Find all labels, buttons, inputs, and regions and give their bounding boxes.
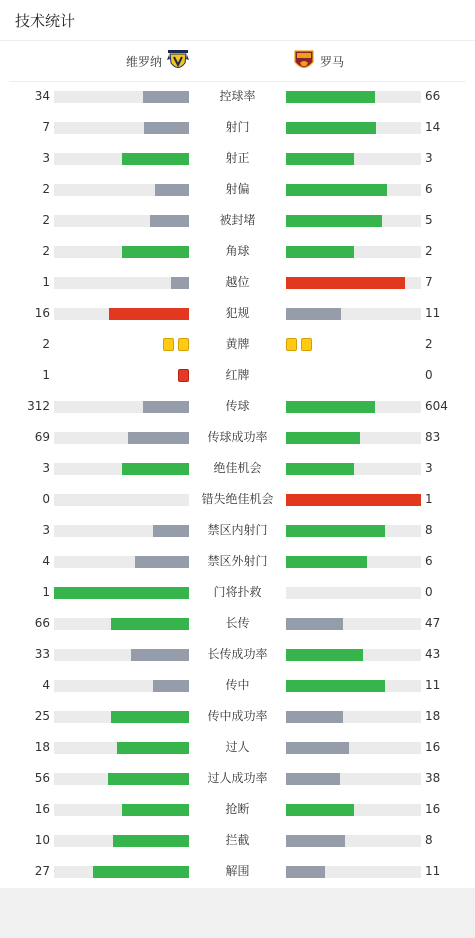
away-stat-bar-fill bbox=[286, 432, 360, 444]
away-stat-value: 0 bbox=[425, 368, 433, 382]
away-stat-bar bbox=[286, 463, 421, 475]
away-team-name: 罗马 bbox=[320, 54, 345, 69]
away-stat-value: 8 bbox=[425, 523, 433, 537]
home-stat-bar bbox=[54, 835, 189, 847]
home-stat-value: 3 bbox=[42, 151, 50, 165]
away-stat-value: 47 bbox=[425, 616, 441, 630]
home-stat-bar-fill bbox=[144, 122, 189, 134]
home-stat-bar bbox=[54, 153, 189, 165]
away-team-header[interactable] bbox=[292, 49, 344, 73]
home-stat-bar-fill bbox=[122, 463, 190, 475]
away-stat-bar bbox=[286, 835, 421, 847]
home-stat-bar-fill bbox=[153, 680, 189, 692]
away-stat-value: 5 bbox=[425, 213, 433, 227]
away-stat-bar bbox=[286, 494, 421, 506]
away-stat-value: 2 bbox=[425, 337, 433, 351]
stat-label: 传球成功率 bbox=[207, 430, 268, 444]
away-stat-bar-fill bbox=[286, 184, 387, 196]
stat-label: 越位 bbox=[225, 275, 250, 289]
yellow-card-icon bbox=[178, 338, 189, 351]
stat-row bbox=[0, 608, 475, 639]
away-stat-bar-fill bbox=[286, 246, 354, 258]
stat-label: 错失绝佳机会 bbox=[201, 492, 274, 506]
home-stat-value: 7 bbox=[42, 120, 50, 134]
away-stat-value: 604 bbox=[425, 399, 448, 413]
away-stat-bar-fill bbox=[286, 308, 341, 320]
stat-row bbox=[0, 205, 475, 236]
stat-label: 门将扑救 bbox=[213, 585, 262, 599]
stat-label: 传球 bbox=[225, 399, 250, 413]
away-stat-bar bbox=[286, 866, 421, 878]
away-stat-bar-fill bbox=[286, 463, 354, 475]
stat-row bbox=[0, 267, 475, 298]
stat-row bbox=[0, 174, 475, 205]
stat-label: 过人成功率 bbox=[207, 771, 268, 785]
away-stat-value: 6 bbox=[425, 182, 433, 196]
away-stat-bar bbox=[286, 556, 421, 568]
stat-label: 犯规 bbox=[225, 306, 250, 320]
home-stat-bar-fill bbox=[153, 525, 189, 537]
home-stat-bar bbox=[54, 804, 189, 816]
home-stat-value: 3 bbox=[42, 461, 50, 475]
home-stat-value: 1 bbox=[42, 585, 50, 599]
away-stat-value: 2 bbox=[425, 244, 433, 258]
home-stat-bar bbox=[54, 401, 189, 413]
home-stat-bar bbox=[54, 184, 189, 196]
away-stat-value: 38 bbox=[425, 771, 441, 785]
home-stat-bar-fill bbox=[54, 587, 189, 599]
stat-row bbox=[0, 143, 475, 174]
away-stat-bar bbox=[286, 773, 421, 785]
away-stat-value: 0 bbox=[425, 585, 433, 599]
stat-row bbox=[0, 329, 475, 360]
stat-row bbox=[0, 112, 475, 143]
away-stat-bar bbox=[286, 742, 421, 754]
away-stat-value: 6 bbox=[425, 554, 433, 568]
stat-row bbox=[0, 453, 475, 484]
away-stat-value: 18 bbox=[425, 709, 441, 723]
yellow-card-icon bbox=[286, 338, 297, 351]
home-stat-bar-fill bbox=[131, 649, 189, 661]
away-stat-value: 16 bbox=[425, 740, 441, 754]
stat-label: 抢断 bbox=[225, 802, 250, 816]
away-stat-bar-fill bbox=[286, 122, 376, 134]
home-stat-bar-fill bbox=[109, 308, 189, 320]
away-stat-value: 16 bbox=[425, 802, 441, 816]
away-stat-value: 11 bbox=[425, 306, 441, 320]
stat-row bbox=[0, 546, 475, 577]
away-stat-value: 11 bbox=[425, 864, 441, 878]
home-stat-bar-fill bbox=[150, 215, 189, 227]
stat-row bbox=[0, 81, 475, 112]
home-stat-bar bbox=[54, 773, 189, 785]
away-stat-bar-fill bbox=[286, 773, 340, 785]
away-stat-bar-fill bbox=[286, 215, 382, 227]
home-stat-value: 69 bbox=[34, 430, 50, 444]
stat-label: 角球 bbox=[225, 244, 250, 258]
stat-label: 禁区外射门 bbox=[207, 554, 268, 568]
stat-label: 过人 bbox=[225, 740, 250, 754]
home-stat-bar bbox=[54, 494, 189, 506]
away-stat-bar bbox=[286, 711, 421, 723]
stat-row bbox=[0, 701, 475, 732]
away-stat-bar-fill bbox=[286, 494, 421, 506]
home-team-name: 维罗纳 bbox=[125, 54, 162, 69]
home-stat-bar bbox=[54, 525, 189, 537]
away-stat-value: 66 bbox=[425, 89, 441, 103]
away-stat-bar-fill bbox=[286, 618, 343, 630]
away-stat-bar-fill bbox=[286, 525, 385, 537]
stat-row bbox=[0, 577, 475, 608]
home-stat-bar bbox=[54, 742, 189, 754]
home-stat-value: 2 bbox=[42, 213, 50, 227]
home-stat-value: 4 bbox=[42, 678, 50, 692]
away-stat-bar bbox=[286, 649, 421, 661]
stat-row bbox=[0, 856, 475, 887]
away-stat-value: 43 bbox=[425, 647, 441, 661]
away-stat-bar-fill bbox=[286, 742, 349, 754]
home-stat-bar bbox=[54, 277, 189, 289]
roma-crest-icon bbox=[292, 49, 316, 73]
stat-label: 长传成功率 bbox=[207, 647, 268, 661]
home-stat-value: 10 bbox=[34, 833, 50, 847]
home-stat-value: 312 bbox=[27, 399, 50, 413]
away-stat-bar bbox=[286, 184, 421, 196]
away-stat-bar bbox=[286, 587, 421, 599]
stat-label: 红牌 bbox=[225, 368, 250, 382]
home-stat-bar bbox=[54, 432, 189, 444]
home-stat-bar bbox=[54, 122, 189, 134]
home-stat-bar bbox=[54, 587, 189, 599]
stat-label: 传中 bbox=[225, 678, 250, 692]
away-stat-value: 8 bbox=[425, 833, 433, 847]
panel-title: 技术统计 bbox=[15, 12, 76, 30]
stat-row bbox=[0, 763, 475, 794]
away-stat-value: 14 bbox=[425, 120, 441, 134]
home-stat-value: 4 bbox=[42, 554, 50, 568]
home-stat-bar-fill bbox=[122, 246, 190, 258]
stat-row bbox=[0, 360, 475, 391]
home-stat-bar bbox=[54, 463, 189, 475]
home-stat-bar-fill bbox=[122, 804, 190, 816]
title-divider bbox=[0, 40, 475, 41]
stat-label: 射偏 bbox=[225, 182, 250, 196]
home-stat-value: 2 bbox=[42, 337, 50, 351]
home-stat-bar-fill bbox=[113, 835, 189, 847]
stat-label: 射门 bbox=[225, 120, 250, 134]
home-stat-bar bbox=[54, 649, 189, 661]
stat-row bbox=[0, 236, 475, 267]
away-stat-bar-fill bbox=[286, 153, 354, 165]
stat-label: 黄牌 bbox=[225, 337, 250, 351]
stat-row bbox=[0, 391, 475, 422]
home-stat-bar-fill bbox=[111, 618, 189, 630]
home-stat-value: 3 bbox=[42, 523, 50, 537]
away-stat-bar-fill bbox=[286, 649, 363, 661]
home-stat-value: 33 bbox=[34, 647, 50, 661]
home-stat-value: 1 bbox=[42, 368, 50, 382]
home-stat-value: 18 bbox=[34, 740, 50, 754]
away-stat-bar bbox=[286, 432, 421, 444]
away-stat-bar bbox=[286, 122, 421, 134]
stat-row bbox=[0, 298, 475, 329]
home-stat-bar-fill bbox=[155, 184, 189, 196]
home-stat-bar-fill bbox=[143, 401, 189, 413]
home-stat-value: 2 bbox=[42, 182, 50, 196]
stat-row bbox=[0, 825, 475, 856]
home-team-header[interactable] bbox=[126, 49, 190, 73]
home-stat-bar bbox=[54, 215, 189, 227]
home-stat-bar-fill bbox=[117, 742, 189, 754]
home-stat-value: 0 bbox=[42, 492, 50, 506]
home-stat-value: 2 bbox=[42, 244, 50, 258]
home-cards bbox=[163, 338, 189, 351]
home-stat-value: 1 bbox=[42, 275, 50, 289]
home-stat-value: 25 bbox=[34, 709, 50, 723]
away-stat-bar-fill bbox=[286, 277, 405, 289]
home-stat-bar bbox=[54, 618, 189, 630]
away-cards bbox=[286, 338, 312, 351]
home-cards bbox=[178, 369, 189, 382]
away-stat-bar-fill bbox=[286, 91, 375, 103]
home-stat-bar-fill bbox=[143, 91, 189, 103]
stat-label: 长传 bbox=[225, 616, 250, 630]
stats-list bbox=[0, 81, 475, 887]
home-stat-value: 66 bbox=[34, 616, 50, 630]
home-stat-bar-fill bbox=[111, 711, 189, 723]
yellow-card-icon bbox=[301, 338, 312, 351]
home-stat-value: 56 bbox=[34, 771, 50, 785]
stat-label: 传中成功率 bbox=[207, 709, 268, 723]
home-stat-bar bbox=[54, 711, 189, 723]
stat-label: 禁区内射门 bbox=[207, 523, 268, 537]
away-stat-value: 3 bbox=[425, 151, 433, 165]
red-card-icon bbox=[178, 369, 189, 382]
away-stat-bar-fill bbox=[286, 835, 345, 847]
away-stat-bar bbox=[286, 525, 421, 537]
home-stat-bar bbox=[54, 308, 189, 320]
stat-row bbox=[0, 794, 475, 825]
away-stat-bar-fill bbox=[286, 804, 354, 816]
home-stat-bar-fill bbox=[93, 866, 189, 878]
home-stat-bar-fill bbox=[108, 773, 189, 785]
stat-label: 射正 bbox=[225, 151, 250, 165]
home-stat-value: 16 bbox=[34, 802, 50, 816]
home-stat-bar bbox=[54, 556, 189, 568]
home-stat-value: 34 bbox=[34, 89, 50, 103]
away-stat-value: 1 bbox=[425, 492, 433, 506]
verona-crest-icon bbox=[166, 49, 190, 73]
away-stat-bar-fill bbox=[286, 556, 367, 568]
home-stat-bar bbox=[54, 91, 189, 103]
away-stat-bar-fill bbox=[286, 401, 375, 413]
home-stat-bar bbox=[54, 680, 189, 692]
away-stat-bar bbox=[286, 153, 421, 165]
home-stat-bar-fill bbox=[128, 432, 189, 444]
away-stat-bar bbox=[286, 277, 421, 289]
home-stat-bar-fill bbox=[171, 277, 189, 289]
away-stat-bar-fill bbox=[286, 711, 343, 723]
stat-label: 拦截 bbox=[225, 833, 250, 847]
home-stat-bar-fill bbox=[135, 556, 189, 568]
home-stat-bar bbox=[54, 246, 189, 258]
home-stat-value: 16 bbox=[34, 306, 50, 320]
away-stat-value: 7 bbox=[425, 275, 433, 289]
stat-row bbox=[0, 484, 475, 515]
stat-row bbox=[0, 732, 475, 763]
yellow-card-icon bbox=[163, 338, 174, 351]
stat-row bbox=[0, 422, 475, 453]
home-stat-bar bbox=[54, 866, 189, 878]
home-stat-value: 27 bbox=[34, 864, 50, 878]
stat-label: 绝佳机会 bbox=[213, 461, 262, 475]
away-stat-bar bbox=[286, 91, 421, 103]
away-stat-bar bbox=[286, 680, 421, 692]
away-stat-bar bbox=[286, 246, 421, 258]
stat-row bbox=[0, 515, 475, 546]
away-stat-bar bbox=[286, 804, 421, 816]
away-stat-bar bbox=[286, 215, 421, 227]
stat-row bbox=[0, 639, 475, 670]
away-stat-bar bbox=[286, 308, 421, 320]
stat-label: 控球率 bbox=[219, 89, 256, 103]
away-stat-bar-fill bbox=[286, 866, 325, 878]
away-stat-bar bbox=[286, 618, 421, 630]
stat-row bbox=[0, 670, 475, 701]
away-stat-value: 11 bbox=[425, 678, 441, 692]
home-stat-bar-fill bbox=[122, 153, 190, 165]
stat-label: 解围 bbox=[225, 864, 250, 878]
away-stat-value: 3 bbox=[425, 461, 433, 475]
away-stat-bar-fill bbox=[286, 680, 385, 692]
away-stat-bar bbox=[286, 401, 421, 413]
stat-label: 被封堵 bbox=[219, 213, 256, 227]
away-stat-value: 83 bbox=[425, 430, 441, 444]
